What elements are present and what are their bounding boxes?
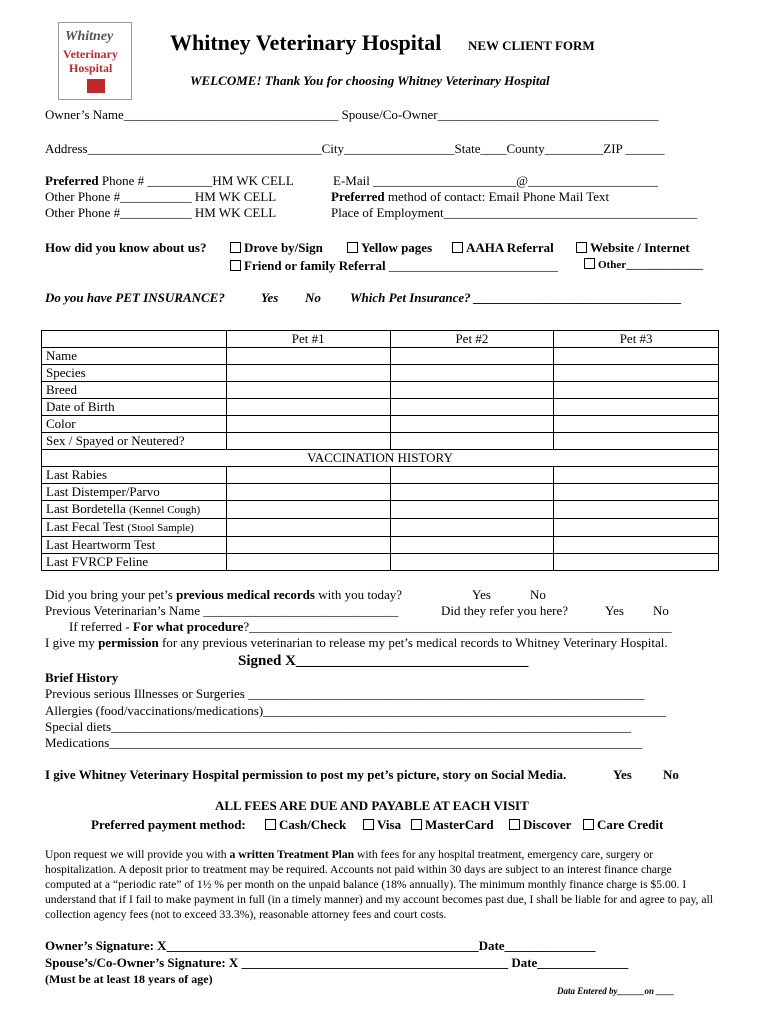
table-row: Date of Birth — [42, 399, 719, 416]
refer-yes[interactable]: Yes — [605, 603, 624, 618]
social-no[interactable]: No — [663, 767, 679, 782]
table-row: Last FVRCP Feline — [42, 554, 719, 571]
checkbox-icon — [584, 258, 595, 269]
referral-option-aaha[interactable]: AAHA Referral — [452, 240, 554, 256]
payment-care-credit[interactable]: Care Credit — [583, 817, 663, 833]
preferred-label: Preferred — [45, 173, 99, 188]
aaha-badge-icon — [87, 79, 105, 93]
data-entered-line: Data Entered by______on ____ — [557, 986, 675, 996]
signed-line[interactable]: Signed X_______________________________ — [238, 653, 529, 669]
logo-text-3: Hospital — [69, 61, 113, 75]
checkbox-icon — [230, 242, 241, 253]
payment-method-label: Preferred payment method: — [91, 817, 246, 832]
table-row: Last Distemper/Parvo — [42, 484, 719, 501]
payment-mastercard[interactable]: MasterCard — [411, 817, 494, 833]
payment-terms-paragraph: Upon request we will provide you with a written Treatment Plan with fees for any hospital treatment, emergency care, surgery or hospitalization. A deposit prior to treatment may be required. Accounts not paid within 30 days are subject to an interest finance charge computed at a “periodic rate” of 1½ % per month on the unpaid balance (18% annually). The minimum monthly finance charge is $5.00. I understand that if I fail to make payment in full (in a timely manner) and my account becomes past due, I shall be liable for and agree to pay, all collection agency fees (not to exceed 33.3%), reasonable attorney fees and court costs. — [45, 848, 713, 921]
employment-line[interactable]: Place of Employment_______________________________________ — [331, 205, 698, 220]
checkbox-icon — [509, 819, 520, 830]
which-insurance-line[interactable]: Which Pet Insurance? ________________________________ — [350, 290, 682, 305]
history-diets-line[interactable]: Special diets________________________________________________________________________________ — [45, 719, 632, 734]
logo-text-2: Veterinary — [63, 47, 118, 61]
table-row: Last Heartworm Test — [42, 537, 719, 554]
hospital-logo — [58, 22, 132, 100]
refer-no[interactable]: No — [653, 603, 669, 618]
checkbox-icon — [347, 242, 358, 253]
checkbox-icon — [411, 819, 422, 830]
records-no[interactable]: No — [530, 587, 546, 602]
email-line[interactable]: E-Mail ______________________@____________________ — [333, 173, 659, 188]
table-row: Breed — [42, 382, 719, 399]
records-yes[interactable]: Yes — [472, 587, 491, 602]
vaccination-header-row — [42, 450, 719, 467]
table-header-row — [42, 331, 719, 348]
insurance-no[interactable]: No — [305, 290, 321, 305]
pet-1-header: Pet #1 — [226, 331, 390, 348]
referral-vet-question: Did they refer you here? — [441, 603, 569, 618]
other-phone-line-2[interactable]: Other Phone #___________ HM WK CELL — [45, 205, 277, 220]
payment-visa[interactable]: Visa — [363, 817, 401, 833]
logo-text-1: Whitney — [65, 29, 114, 44]
medical-records-question: Did you bring your pet’s previous medical records with you today? — [45, 587, 402, 602]
owner-signature-line[interactable]: Owner’s Signature: X________________________________________________Date______________ — [45, 938, 596, 953]
referral-option-yellow-pages[interactable]: Yellow pages — [347, 240, 432, 256]
table-row: Last Rabies — [42, 467, 719, 484]
form-name: NEW CLIENT FORM — [468, 38, 595, 53]
referral-question: How did you know about us? — [45, 240, 207, 255]
table-row: Last Bordetella (Kennel Cough) — [42, 501, 719, 519]
checkbox-icon — [363, 819, 374, 830]
pet-3-header: Pet #3 — [554, 331, 719, 348]
history-medications-line[interactable]: Medications__________________________________________________________________________________ — [45, 735, 643, 750]
insurance-question: Do you have PET INSURANCE? — [45, 290, 225, 305]
table-row: Name — [42, 348, 719, 365]
pets-table — [41, 330, 719, 571]
welcome-text: WELCOME! Thank You for choosing Whitney Veterinary Hospital — [190, 73, 550, 88]
table-row: Sex / Spayed or Neutered? — [42, 433, 719, 450]
spouse-signature-line[interactable]: Spouse’s/Co-Owner’s Signature: X _________________________________________ Date______________ — [45, 955, 629, 970]
checkbox-icon — [452, 242, 463, 253]
hospital-title: Whitney Veterinary Hospital — [170, 30, 442, 55]
previous-vet-line[interactable]: Previous Veterinarian’s Name ______________________________ — [45, 603, 399, 618]
referral-option-other[interactable]: Other______________ — [584, 258, 703, 271]
referral-option-friend[interactable]: Friend or family Referral __________________________ — [230, 258, 558, 274]
fees-title: ALL FEES ARE DUE AND PAYABLE AT EACH VISIT — [215, 798, 529, 813]
payment-cash-check[interactable]: Cash/Check — [265, 817, 346, 833]
referral-option-drove-by[interactable]: Drove by/Sign — [230, 240, 323, 256]
permission-statement: I give my permission for any previous veterinarian to release my pet’s medical records to Whitney Veterinary Hospital. — [45, 635, 668, 650]
checkbox-icon — [576, 242, 587, 253]
owner-name-line[interactable]: Owner’s Name_________________________________ Spouse/Co-Owner__________________________________ — [45, 107, 659, 122]
payment-discover[interactable]: Discover — [509, 817, 571, 833]
social-yes[interactable]: Yes — [613, 767, 632, 782]
referral-option-website[interactable]: Website / Internet — [576, 240, 690, 256]
checkbox-icon — [583, 819, 594, 830]
table-row: Last Fecal Test (Stool Sample) — [42, 519, 719, 537]
table-row: Color — [42, 416, 719, 433]
history-illnesses-line[interactable]: Previous serious Illnesses or Surgeries _____________________________________________________________ — [45, 686, 645, 701]
pet-2-header: Pet #2 — [390, 331, 554, 348]
brief-history-title: Brief History — [45, 670, 119, 685]
history-allergies-line[interactable]: Allergies (food/vaccinations/medications)______________________________________________________________ — [45, 703, 667, 718]
address-line[interactable]: Address____________________________________City_________________State____County_________ZIP ______ — [45, 141, 665, 156]
preferred-phone-line[interactable]: Preferred Phone # __________HM WK CELL — [45, 173, 294, 188]
social-media-permission: I give Whitney Veterinary Hospital permission to post my pet’s picture, story on Social Media. — [45, 767, 567, 782]
procedure-line[interactable]: If referred - For what procedure?_________________________________________________________________ — [69, 619, 672, 634]
vaccination-history-title: VACCINATION HISTORY — [42, 450, 719, 467]
insurance-yes[interactable]: Yes — [261, 290, 279, 305]
preferred-contact-line[interactable]: Preferred method of contact: Email Phone Mail Text — [331, 189, 610, 204]
table-row: Species — [42, 365, 719, 382]
age-requirement: (Must be at least 18 years of age) — [45, 972, 213, 986]
checkbox-icon — [265, 819, 276, 830]
other-phone-line-1[interactable]: Other Phone #___________ HM WK CELL — [45, 189, 277, 204]
checkbox-icon — [230, 260, 241, 271]
